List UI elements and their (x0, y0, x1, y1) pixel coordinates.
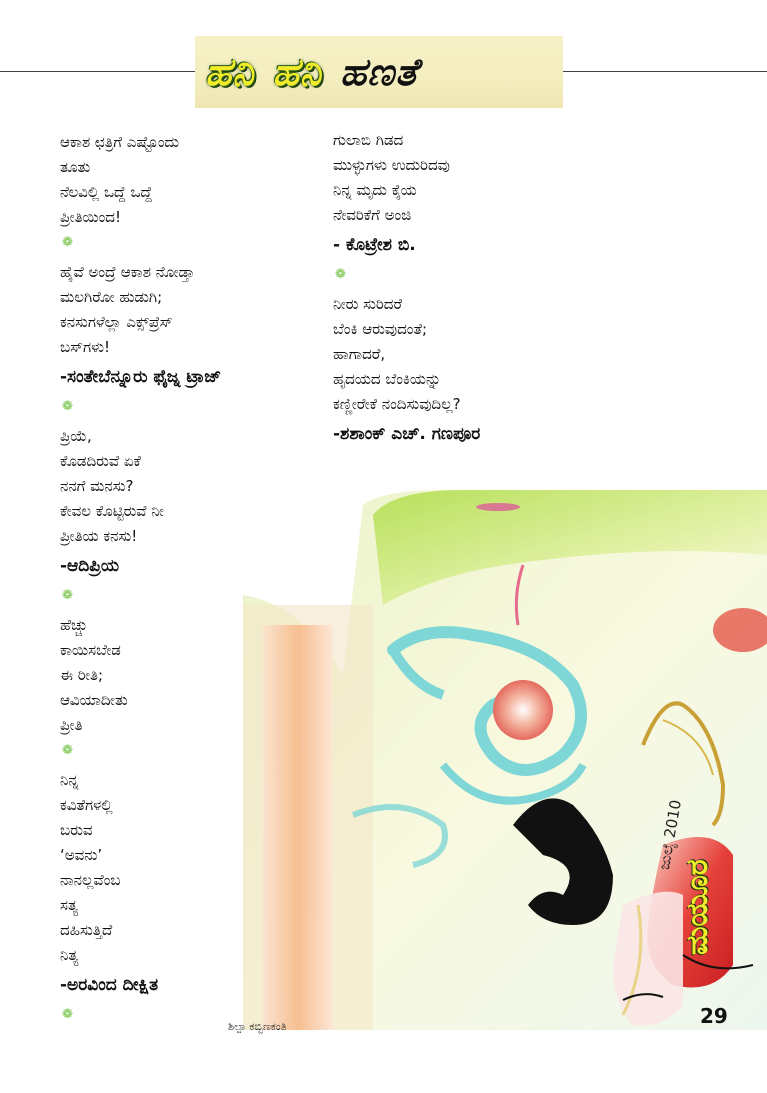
poem-author: -ಶಶಾಂಕ್ ಎಚ್. ಗಣಪೂರ (333, 424, 481, 444)
poem-line: ಕಣ್ಣೀರೇಕೆ ನಂದಿಸುವುದಿಲ್ಲ? (333, 395, 461, 413)
poem (60, 613, 221, 738)
poem-line: ಸತ್ಯ (60, 896, 78, 914)
poem-author: -ಸಂತೇಬೆನ್ನೂರು ಫೈಜ್ನ ಟ್ರಾಜ್ (60, 367, 222, 387)
poem-line: ಗುಲಾಬಿ ಗಿಡದ (333, 131, 404, 149)
poem-line: ಕವಿತೆಗಳಲ್ಲಿ (60, 796, 113, 814)
artist-credit: ಶಿಲ್ಪಾ ಕಬ್ಬಿಣಕಂತಿ (228, 1020, 287, 1033)
title-word-3: ಹಣತೆ (339, 50, 418, 94)
poem-line: ಬಸ್‌ಗಳು! (60, 338, 111, 356)
poem-line: ಕೊಡದಿರುವೆ ಏಕೆ (60, 452, 141, 470)
poem-line: ಪ್ರೀತಿಯ ಕನಸು! (60, 527, 138, 545)
poem-line: ಕೇವಲ ಕೊಟ್ಟಿರುವೆ ನೀ (60, 502, 164, 520)
right-column (333, 128, 480, 451)
poem-line: ಬೆಂಕಿ ಆರುವುದಂತೆ; (333, 320, 428, 338)
poem-line: ನೆಲವಿಲ್ಲಿ ಒದ್ದೆ ಒದ್ದೆ (60, 183, 153, 201)
poem (60, 424, 221, 583)
poem-line: ಪ್ರಿಯೆ, (60, 427, 92, 445)
flower-separator-icon: ❁ (62, 235, 73, 250)
poem-line: ನಾನಲ್ಲವೆಂಬ (60, 871, 121, 889)
poem-author: -ಅರವಿಂದ ದೀಕ್ಷಿತ (60, 975, 159, 995)
header-rule-left (0, 71, 195, 72)
poem-line: ಬರುವ (60, 821, 93, 839)
poem-line: ನಿತ್ಯ (60, 946, 79, 964)
poem-line: ನಿನ್ನ ಮೃದು ಕೈಯ (333, 181, 417, 199)
poem-line: ನೀರು ಸುರಿದರೆ (333, 295, 403, 313)
poem-line: ಆಕಾಶ ಛತ್ರಿಗೆ ಎಷ್ಟೊಂದು (60, 133, 179, 151)
magazine-logo: ಮಯೂರ (680, 859, 715, 955)
poem-line: ನೇವರಿಕೆಗೆ ಅಂಜಿ (333, 206, 412, 224)
issue-date: ಜುಲೈ 2010 (655, 798, 685, 872)
poem-author: - ಕೊಟ್ರೇಶ ಬಿ. (333, 235, 416, 255)
poem-line: ಹಾಗಾದರೆ, (333, 345, 386, 363)
page-number: 29 (700, 1004, 728, 1028)
title-word-2: ಹನಿ (272, 50, 322, 94)
poem (60, 768, 221, 1002)
left-column (60, 130, 221, 1027)
header-rule-right (563, 71, 767, 72)
poem (333, 128, 480, 262)
flower-separator-icon: ❁ (62, 1007, 73, 1022)
poem-line: ಮುಳ್ಳುಗಳು ಉದುರಿದವು (333, 156, 450, 174)
poem-line: ಪ್ರೀತಿಯಿಂದ! (60, 208, 122, 226)
flower-separator-icon: ❁ (62, 399, 73, 414)
page-title (205, 44, 555, 100)
poem-line: ಹೃದಯದ ಬೆಂಕಿಯನ್ನು (333, 370, 442, 388)
poem-line: ಮಲಗಿರೋ ಹುಡುಗಿ; (60, 288, 163, 306)
poem-line: ಪ್ರೀತಿ (60, 716, 83, 734)
title-word-1: ಹನಿ (205, 50, 255, 94)
poem-line: ‘ಅವನು’ (60, 846, 103, 864)
flower-separator-icon: ❁ (62, 588, 73, 603)
poem-line: ಹೆಚ್ಚು (60, 616, 88, 634)
flower-separator-icon: ❁ (62, 743, 73, 758)
poem-line: ನನಗೆ ಮನಸು? (60, 477, 134, 495)
poem (60, 260, 221, 394)
poem (333, 292, 480, 451)
poem-line: ದಹಿಸುತ್ತಿದೆ (60, 921, 113, 939)
poem-line: ಕನಸುಗಳೆಲ್ಲಾ ಎಕ್ಸ್‌ಪ್ರೆಸ್ (60, 313, 173, 331)
flower-separator-icon: ❁ (335, 267, 346, 282)
poem-author: -ಆದಿಪ್ರಿಯ (60, 556, 120, 576)
poem-line: ಈ ರೀತಿ; (60, 666, 104, 684)
poem-line: ನಿನ್ನ (60, 771, 79, 789)
poem-line: ಕಾಯಿಸಬೇಡ (60, 641, 121, 659)
poem-line: ತೂತು (60, 158, 91, 176)
poem-line: ಹೈವೆ ಅಂದ್ರೆ ಆಕಾಶ ನೋಡ್ತಾ (60, 263, 195, 281)
poem-line: ಆವಿಯಾದೀತು (60, 691, 128, 709)
poem (60, 130, 221, 230)
